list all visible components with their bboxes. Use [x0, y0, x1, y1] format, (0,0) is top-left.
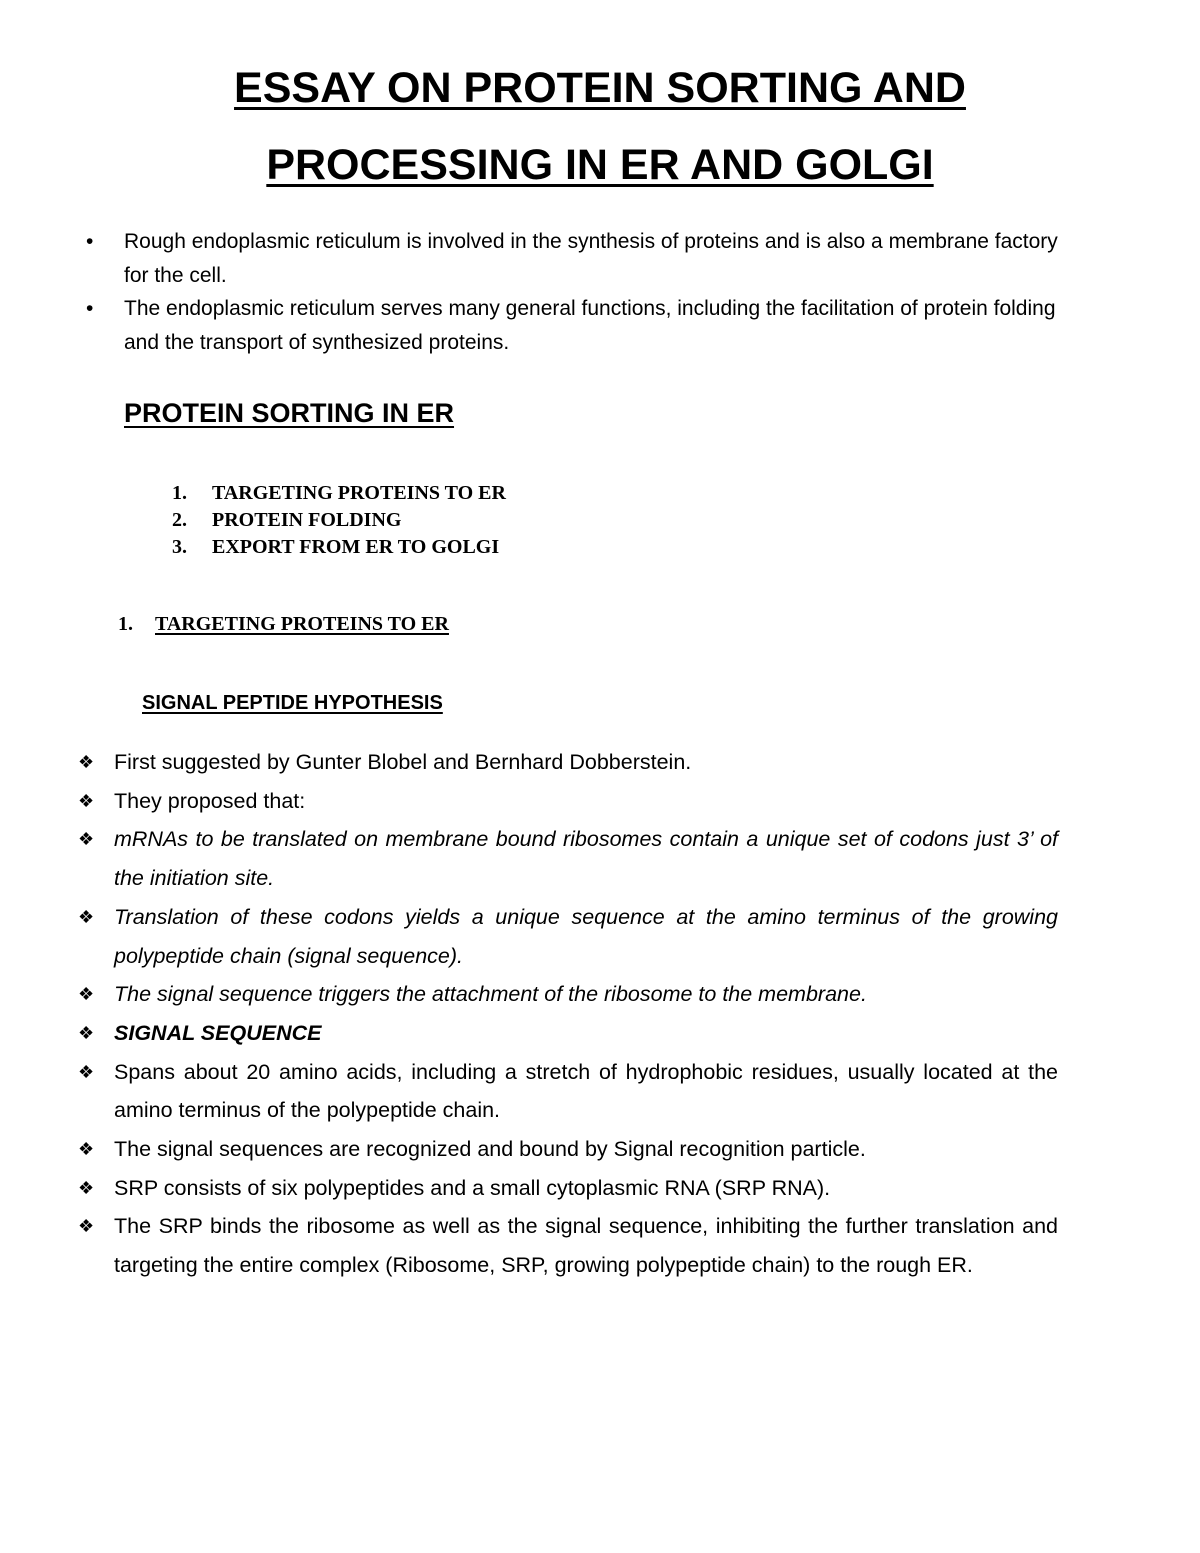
point-text: The SRP binds the ribosome as well as the signal sequence, inhibiting the further translation and targeting the entire complex (Ribosome, SRP, growing polypeptide chain) to the rough ER.: [114, 1214, 1058, 1278]
point-text: mRNAs to be translated on membrane bound ribosomes contain a unique set of codons just 3’ of the initiation site.: [114, 827, 1058, 891]
point-item: [78, 820, 1058, 897]
outline-text: EXPORT FROM ER TO GOLGI: [212, 536, 500, 558]
section-heading: PROTEIN SORTING IN ER: [124, 398, 455, 428]
outline-list: [172, 480, 506, 561]
point-item: [78, 1014, 1058, 1053]
point-text: Translation of these codons yields a unique sequence at the amino terminus of the growing polypeptide chain (signal sequence).: [114, 904, 1058, 968]
point-item: [78, 782, 1058, 821]
bullet-icon: •: [86, 297, 94, 320]
intro-item-text: The endoplasmic reticulum serves many general functions, including the facilitation of protein folding and the transport of synthesized proteins.: [124, 297, 1056, 354]
point-item: [78, 1053, 1058, 1130]
title-line-2: [0, 140, 1200, 190]
outline-item: [172, 480, 506, 507]
diamond-bullet-icon: ❖: [78, 1177, 95, 1198]
diamond-bullet-icon: ❖: [78, 906, 95, 927]
point-text: They proposed that:: [114, 788, 306, 813]
outline-number: 3.: [172, 536, 187, 558]
point-text: Spans about 20 amino acids, including a stretch of hydrophobic residues, usually located at the amino terminus of the polypeptide chain.: [114, 1059, 1058, 1123]
outline-number: 1.: [172, 482, 187, 504]
point-item: [78, 1130, 1058, 1169]
diamond-bullet-icon: ❖: [78, 1216, 95, 1237]
intro-item-text: Rough endoplasmic reticulum is involved in the synthesis of proteins and is also a membrane factory for the cell.: [124, 230, 1058, 287]
bullet-icon: •: [86, 230, 94, 253]
intro-item: [86, 225, 1076, 292]
diamond-bullet-icon: ❖: [78, 984, 95, 1005]
point-item: [78, 743, 1058, 782]
intro-bullet-list: [86, 225, 1076, 359]
title-line-1-text: ESSAY ON PROTEIN SORTING AND: [234, 64, 966, 112]
diamond-bullet-icon: ❖: [78, 752, 95, 772]
point-text: SIGNAL SEQUENCE: [114, 1020, 322, 1045]
hypothesis-heading: SIGNAL PEPTIDE HYPOTHESIS: [142, 692, 443, 714]
point-text: First suggested by Gunter Blobel and Bernhard Dobberstein.: [114, 750, 692, 774]
outline-text: TARGETING PROTEINS TO ER: [212, 482, 506, 504]
outline-item: [172, 507, 506, 534]
diamond-bullet-icon: ❖: [78, 829, 95, 850]
hypothesis-bullet-list: [78, 743, 1058, 1285]
outline-item: [172, 534, 506, 561]
diamond-bullet-icon: ❖: [78, 1061, 95, 1082]
diamond-bullet-icon: ❖: [78, 1139, 95, 1160]
subsection-heading: [118, 610, 449, 638]
point-text: SRP consists of six polypeptides and a small cytoplasmic RNA (SRP RNA).: [114, 1175, 831, 1200]
subsection-number: 1.: [118, 613, 133, 635]
point-text: The signal sequences are recognized and bound by Signal recognition particle.: [114, 1137, 866, 1162]
point-item: [78, 975, 1058, 1014]
diamond-bullet-icon: ❖: [78, 1022, 95, 1043]
diamond-bullet-icon: ❖: [78, 790, 95, 811]
outline-number: 2.: [172, 509, 187, 531]
title-line-1: [0, 63, 1200, 113]
point-item: [78, 1207, 1058, 1284]
point-text: The signal sequence triggers the attachment of the ribosome to the membrane.: [114, 982, 867, 1007]
point-item: [78, 898, 1058, 975]
outline-text: PROTEIN FOLDING: [212, 509, 402, 531]
subsection-text: TARGETING PROTEINS TO ER: [155, 613, 449, 635]
title-line-2-text: PROCESSING IN ER AND GOLGI: [266, 141, 934, 189]
intro-item: [86, 292, 1076, 359]
point-item: [78, 1169, 1058, 1208]
